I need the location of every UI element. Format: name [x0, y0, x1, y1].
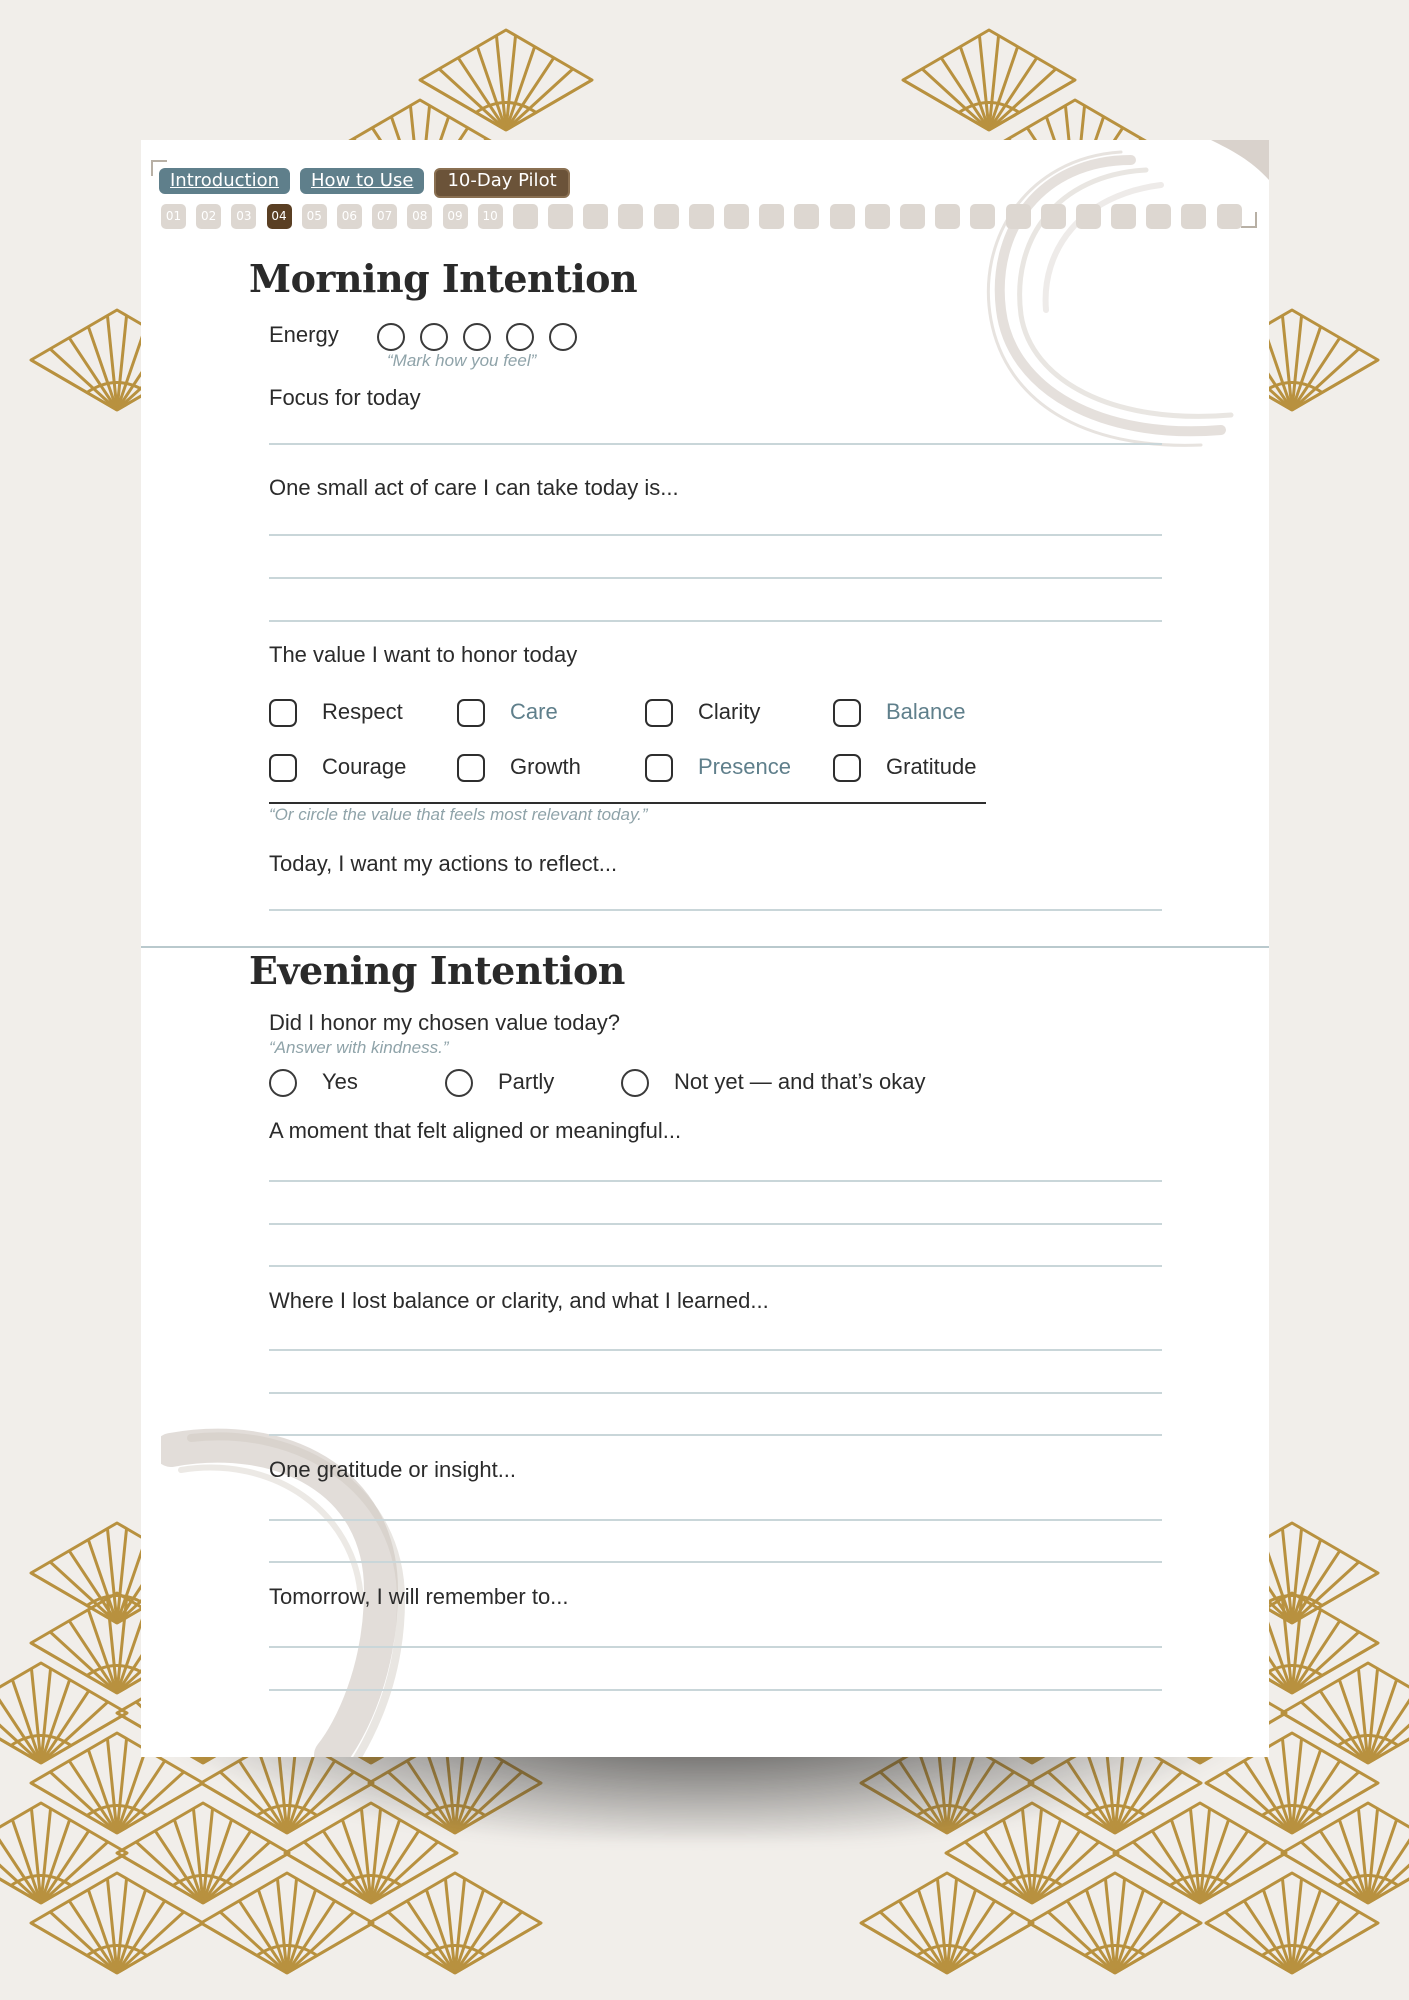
day-dot[interactable]: 03 [231, 204, 256, 229]
value-checkbox-presence[interactable] [645, 754, 673, 782]
tab-how-to-use[interactable]: How to Use [300, 168, 424, 194]
day-dot[interactable]: 10 [478, 204, 503, 229]
focus-write-line[interactable] [269, 443, 1162, 445]
value-checkbox-clarity[interactable] [645, 699, 673, 727]
day-dot[interactable] [900, 204, 925, 229]
value-label-presence: Presence [698, 754, 791, 779]
top-navigation [159, 168, 570, 198]
tomorrow-write-line[interactable] [269, 1646, 1162, 1648]
day-dot[interactable]: 01 [161, 204, 186, 229]
answer-label-partly: Partly [498, 1069, 555, 1094]
focus-label: Focus for today [269, 385, 421, 410]
day-dot[interactable] [970, 204, 995, 229]
brush-stroke-top-right [931, 140, 1269, 460]
value-label-care: Care [510, 699, 558, 724]
energy-level-3[interactable] [463, 323, 491, 351]
answer-radio-not-yet[interactable] [621, 1069, 649, 1097]
day-dot[interactable] [1217, 204, 1242, 229]
tab-introduction[interactable]: Introduction [159, 168, 290, 194]
value-checkbox-respect[interactable] [269, 699, 297, 727]
frame-corner-bottom-right [1241, 212, 1257, 228]
aligned-write-line[interactable] [269, 1265, 1162, 1267]
value-hint: “Or circle the value that feels most relevant today.” [269, 805, 648, 824]
day-dot[interactable] [1041, 204, 1066, 229]
day-dot[interactable] [1076, 204, 1101, 229]
lost-write-line[interactable] [269, 1349, 1162, 1351]
value-checkbox-gratitude[interactable] [833, 754, 861, 782]
evening-title: Evening Intention [249, 948, 625, 993]
day-dot[interactable] [935, 204, 960, 229]
day-dot[interactable]: 09 [443, 204, 468, 229]
actions-prompt: Today, I want my actions to reflect... [269, 851, 618, 876]
value-label-respect: Respect [322, 699, 403, 724]
value-label-balance: Balance [886, 699, 966, 724]
honor-question: Did I honor my chosen value today? [269, 1010, 620, 1035]
energy-level-4[interactable] [506, 323, 534, 351]
day-dot[interactable] [1181, 204, 1206, 229]
answer-label-yes: Yes [322, 1069, 358, 1094]
lost-write-line[interactable] [269, 1392, 1162, 1394]
day-selector [161, 204, 1242, 229]
gratitude-write-line[interactable] [269, 1561, 1162, 1563]
day-dot[interactable] [618, 204, 643, 229]
gratitude-prompt: One gratitude or insight... [269, 1457, 517, 1482]
day-dot[interactable]: 07 [372, 204, 397, 229]
day-dot[interactable] [724, 204, 749, 229]
day-dot[interactable] [1111, 204, 1136, 229]
day-dot[interactable] [794, 204, 819, 229]
value-checkbox-growth[interactable] [457, 754, 485, 782]
gratitude-write-line[interactable] [269, 1519, 1162, 1521]
day-dot[interactable]: 05 [302, 204, 327, 229]
actions-write-line[interactable] [269, 909, 1162, 911]
value-checkbox-care[interactable] [457, 699, 485, 727]
lost-prompt: Where I lost balance or clarity, and what I learned... [269, 1288, 769, 1313]
day-dot[interactable] [513, 204, 538, 229]
day-dot[interactable] [759, 204, 784, 229]
value-checkbox-courage[interactable] [269, 754, 297, 782]
tomorrow-prompt: Tomorrow, I will remember to... [269, 1584, 569, 1609]
answer-label-not-yet: Not yet — and that’s okay [674, 1069, 926, 1094]
tab-10-day-pilot[interactable]: 10-Day Pilot [434, 168, 569, 198]
day-dot[interactable] [830, 204, 855, 229]
value-checkbox-balance[interactable] [833, 699, 861, 727]
energy-level-1[interactable] [377, 323, 405, 351]
day-dot[interactable] [1006, 204, 1031, 229]
value-underline [269, 802, 986, 804]
aligned-prompt: A moment that felt aligned or meaningful... [269, 1118, 682, 1143]
day-dot[interactable]: 08 [407, 204, 432, 229]
value-label-gratitude: Gratitude [886, 754, 977, 779]
day-dot[interactable] [865, 204, 890, 229]
care-prompt: One small act of care I can take today is... [269, 475, 679, 500]
value-label-clarity: Clarity [698, 699, 761, 724]
honor-hint: “Answer with kindness.” [269, 1038, 449, 1057]
day-dot[interactable] [583, 204, 608, 229]
care-write-line[interactable] [269, 620, 1162, 622]
care-write-line[interactable] [269, 534, 1162, 536]
answer-radio-partly[interactable] [445, 1069, 473, 1097]
day-dot[interactable] [654, 204, 679, 229]
answer-radio-yes[interactable] [269, 1069, 297, 1097]
journal-page [141, 140, 1269, 1757]
energy-label: Energy [269, 322, 339, 347]
morning-title: Morning Intention [249, 256, 638, 301]
day-dot[interactable]: 04 [267, 204, 292, 229]
day-dot[interactable] [548, 204, 573, 229]
care-write-line[interactable] [269, 577, 1162, 579]
day-dot[interactable] [689, 204, 714, 229]
energy-hint: “Mark how you feel” [387, 351, 537, 370]
value-label-courage: Courage [322, 754, 407, 779]
aligned-write-line[interactable] [269, 1180, 1162, 1182]
value-prompt: The value I want to honor today [269, 642, 578, 667]
tomorrow-write-line[interactable] [269, 1689, 1162, 1691]
lost-write-line[interactable] [269, 1434, 1162, 1436]
day-dot[interactable] [1146, 204, 1171, 229]
day-dot[interactable]: 02 [196, 204, 221, 229]
energy-level-5[interactable] [549, 323, 577, 351]
energy-level-2[interactable] [420, 323, 448, 351]
day-dot[interactable]: 06 [337, 204, 362, 229]
value-label-growth: Growth [510, 754, 581, 779]
aligned-write-line[interactable] [269, 1223, 1162, 1225]
